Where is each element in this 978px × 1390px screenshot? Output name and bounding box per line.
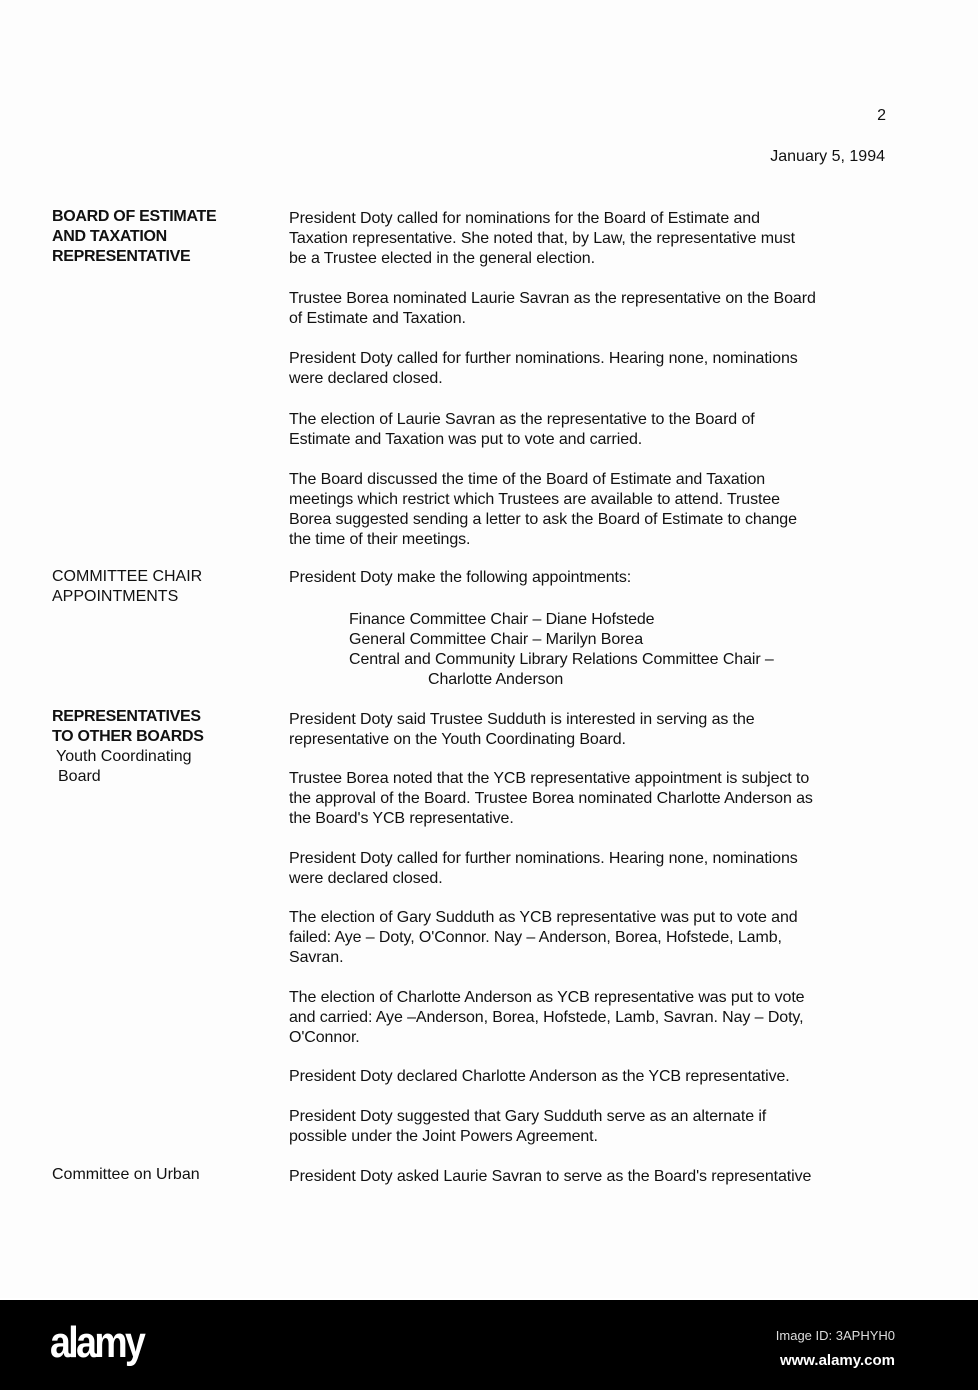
appointment-item: Finance Committee Chair – Diane Hofstede	[349, 611, 655, 628]
text-line: President Doty suggested that Gary Sudduth serve as an alternate if	[289, 1108, 767, 1125]
paragraph	[289, 410, 755, 450]
text-line: Trustee Borea nominated Laurie Savran as the representative on the Board	[289, 290, 816, 307]
text-line: the Board's YCB representative.	[289, 810, 514, 827]
text-line: of Estimate and Taxation.	[289, 310, 466, 327]
paragraph	[289, 1167, 811, 1187]
paragraph	[289, 470, 797, 550]
text-line: possible under the Joint Powers Agreement.	[289, 1128, 598, 1145]
text-line: O'Connor.	[289, 1029, 360, 1046]
paragraph	[289, 908, 798, 968]
heading-board-of-estimate	[52, 207, 216, 267]
text-line: Borea suggested sending a letter to ask the Board of Estimate to change	[289, 511, 797, 528]
text-line: Taxation representative. She noted that, by Law, the representative must	[289, 230, 795, 247]
heading-representatives	[52, 707, 204, 787]
subheading-line: Youth Coordinating	[56, 748, 192, 765]
heading-committee-urban	[52, 1165, 200, 1185]
text-line: meetings which restrict which Trustees are available to attend. Trustee	[289, 491, 780, 508]
text-line: Savran.	[289, 949, 344, 966]
text-line: President Doty asked Laurie Savran to serve as the Board's representative	[289, 1168, 812, 1185]
text-line: The Board discussed the time of the Board of Estimate and Taxation	[289, 471, 766, 488]
text-line: President Doty called for further nominations. Hearing none, nominations	[289, 850, 798, 867]
paragraph	[289, 988, 804, 1048]
text-line: President Doty called for further nominations. Hearing none, nominations	[289, 350, 798, 367]
text-line: President Doty declared Charlotte Anderson as the YCB representative.	[289, 1068, 790, 1085]
heading-committee-chair	[52, 567, 202, 607]
text-line: the approval of the Board. Trustee Borea nominated Charlotte Anderson as	[289, 790, 813, 807]
text-line: were declared closed.	[289, 870, 443, 887]
paragraph	[289, 710, 755, 750]
appointments-list	[289, 610, 774, 690]
text-line: the time of their meetings.	[289, 531, 471, 548]
heading-line: BOARD OF ESTIMATE	[52, 208, 217, 225]
paragraph	[289, 349, 798, 389]
text-line: were declared closed.	[289, 370, 443, 387]
appointment-item: Central and Community Library Relations Committee Chair –	[349, 651, 774, 668]
text-line: Trustee Borea noted that the YCB representative appointment is subject to	[289, 770, 810, 787]
heading-line: Committee on Urban	[52, 1166, 200, 1183]
appointment-item: General Committee Chair – Marilyn Borea	[349, 631, 643, 648]
paragraph	[289, 849, 798, 889]
heading-line: TO OTHER BOARDS	[52, 728, 204, 745]
page-number: 2	[877, 107, 886, 124]
text-line: be a Trustee elected in the general election.	[289, 250, 595, 267]
subheading-line: Board	[58, 768, 101, 785]
heading-line: AND TAXATION	[52, 228, 167, 245]
heading-line: REPRESENTATIVE	[52, 248, 191, 265]
text-line: President Doty called for nominations for the Board of Estimate and	[289, 210, 760, 227]
text-line: President Doty said Trustee Sudduth is interested in serving as the	[289, 711, 755, 728]
heading-line: REPRESENTATIVES	[52, 708, 201, 725]
paragraph	[289, 289, 816, 329]
text-line: and carried: Aye –Anderson, Borea, Hofstede, Lamb, Savran. Nay – Doty,	[289, 1009, 804, 1026]
text-line: representative on the Youth Coordinating Board.	[289, 731, 626, 748]
appointment-item: Charlotte Anderson	[428, 671, 564, 688]
text-line: President Doty make the following appointments:	[289, 569, 632, 586]
alamy-logo: alamy	[50, 1318, 144, 1367]
watermark-url: www.alamy.com	[779, 1352, 895, 1369]
paragraph	[289, 769, 813, 829]
text-line: failed: Aye – Doty, O'Connor. Nay – Anderson, Borea, Hofstede, Lamb,	[289, 929, 782, 946]
text-line: Estimate and Taxation was put to vote and carried.	[289, 431, 643, 448]
paragraph	[289, 209, 795, 269]
watermark-bar	[0, 1300, 978, 1390]
paragraph	[289, 568, 631, 588]
heading-line: APPOINTMENTS	[52, 588, 179, 605]
text-line: The election of Laurie Savran as the representative to the Board of	[289, 411, 755, 428]
heading-line: COMMITTEE CHAIR	[52, 568, 203, 585]
image-id: Image ID: 3APHYH0	[775, 1328, 895, 1343]
paragraph	[289, 1067, 790, 1087]
text-line: The election of Gary Sudduth as YCB representative was put to vote and	[289, 909, 798, 926]
document-date: January 5, 1994	[770, 148, 885, 165]
text-line: The election of Charlotte Anderson as YCB representative was put to vote	[289, 989, 805, 1006]
paragraph	[289, 1107, 766, 1147]
